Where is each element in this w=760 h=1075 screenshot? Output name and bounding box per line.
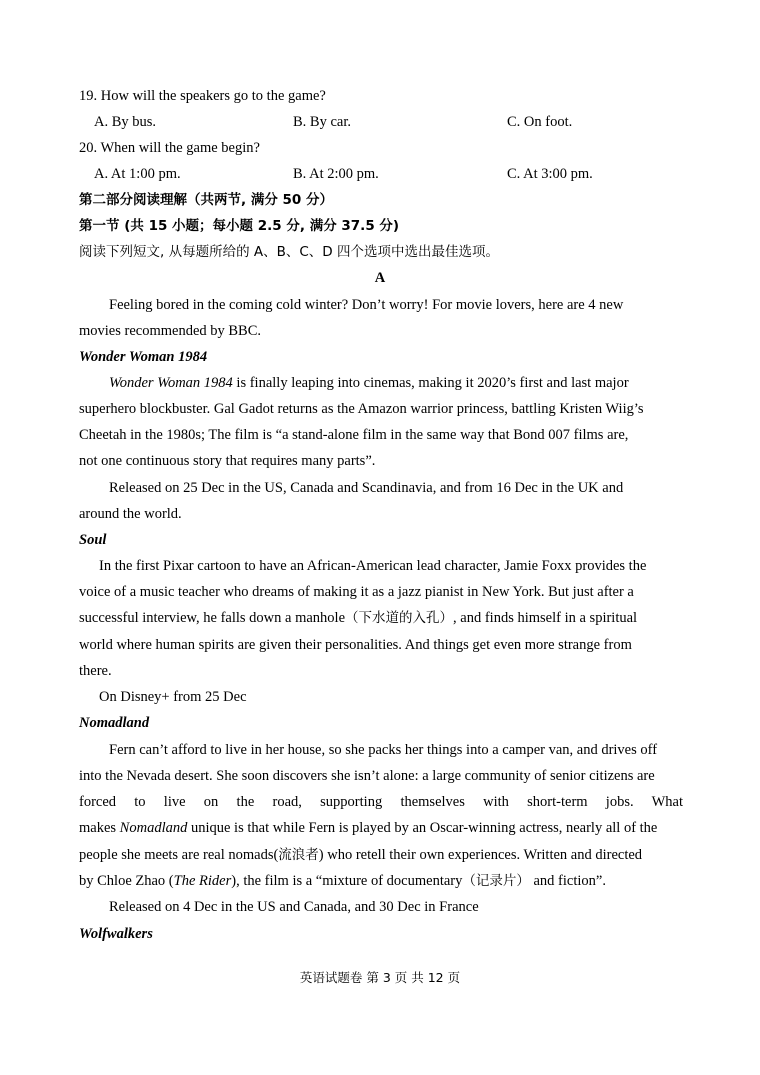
soul-line-4: world where human spirits are given their personalities. And things get even more strange from <box>79 637 632 653</box>
wonder-woman-line-1: Wonder Woman 1984 is finally leaping into cinemas, making it 2020’s first and last major <box>109 375 629 391</box>
nomadland-line-4: makes Nomadland unique is that while Fern is played by an Oscar-winning actress, nearly all of the <box>79 820 658 836</box>
question-20-stem: 20. When will the game begin? <box>79 140 260 156</box>
soul-line-3: successful interview, he falls down a manhole（下水道的入孔）, and finds himself in a spiritual <box>79 610 638 626</box>
passage-letter: A <box>374 270 386 286</box>
wonder-woman-line-2: superhero blockbuster. Gal Gadot returns as the Amazon warrior princess, battling Kristen Wiig’s <box>79 401 644 417</box>
question-20-option-b: B. At 2:00 pm. <box>293 166 379 182</box>
intro-line-2: movies recommended by BBC. <box>79 323 262 339</box>
soul-line-5: there. <box>79 663 112 679</box>
soul-line-2: voice of a music teacher who dreams of making it as a jazz pianist in New York. But just after a <box>79 584 634 600</box>
page-footer: 英语试题卷 第 3 页 共 12 页 <box>299 970 461 985</box>
question-19-option-b: B. By car. <box>293 114 351 130</box>
nomadland-line-5: people she meets are real nomads(流浪者) who retell their own experiences. Written and directed <box>79 847 643 863</box>
question-19-option-c: C. On foot. <box>507 114 573 130</box>
question-19-option-a: A. By bus. <box>94 114 157 130</box>
nomadland-line-6: by Chloe Zhao (The Rider), the film is a “mixture of documentary（记录片） and fiction”. <box>79 873 606 889</box>
section-one-heading: 第一节 (共 15 小题；每小题 2.5 分, 满分 37.5 分) <box>79 218 400 234</box>
movie-title-soul: Soul <box>79 532 107 548</box>
movie-title-wonder-woman: Wonder Woman 1984 <box>79 349 208 365</box>
soul-release: On Disney+ from 25 Dec <box>99 689 247 705</box>
nomadland-release: Released on 4 Dec in the US and Canada, and 30 Dec in France <box>109 899 479 915</box>
nomadland-line-2: into the Nevada desert. She soon discovers she isn’t alone: a large community of senior citizens are <box>79 768 655 784</box>
wonder-woman-release-1: Released on 25 Dec in the US, Canada and Scandinavia, and from 16 Dec in the UK and <box>109 480 624 496</box>
movie-title-nomadland: Nomadland <box>79 715 150 731</box>
question-19-stem: 19. How will the speakers go to the game? <box>79 88 326 104</box>
wonder-woman-release-2: around the world. <box>79 506 182 522</box>
wonder-woman-line-4: not one continuous story that requires many parts”. <box>79 453 376 469</box>
intro-line-1: Feeling bored in the coming cold winter? Don’t worry! For movie lovers, here are 4 new <box>109 297 624 313</box>
wonder-woman-line-3: Cheetah in the 1980s; The film is “a stand-alone film in the same way that Bond 007 films are, <box>79 427 629 443</box>
nomadland-line-3: forced to live on the road, supporting themselves with short-term jobs. What <box>79 794 683 810</box>
movie-title-wolfwalkers: Wolfwalkers <box>79 926 153 942</box>
question-20-option-c: C. At 3:00 pm. <box>507 166 593 182</box>
reading-instruction: 阅读下列短文, 从每题所给的 A、B、C、D 四个选项中选出最佳选项。 <box>79 244 499 260</box>
question-20-option-a: A. At 1:00 pm. <box>94 166 181 182</box>
soul-line-1: In the first Pixar cartoon to have an African-American lead character, Jamie Foxx provides the <box>99 558 647 574</box>
part-two-heading: 第二部分阅读理解（共两节, 满分 50 分） <box>79 192 334 208</box>
nomadland-line-1: Fern can’t afford to live in her house, so she packs her things into a camper van, and drives off <box>109 742 658 758</box>
